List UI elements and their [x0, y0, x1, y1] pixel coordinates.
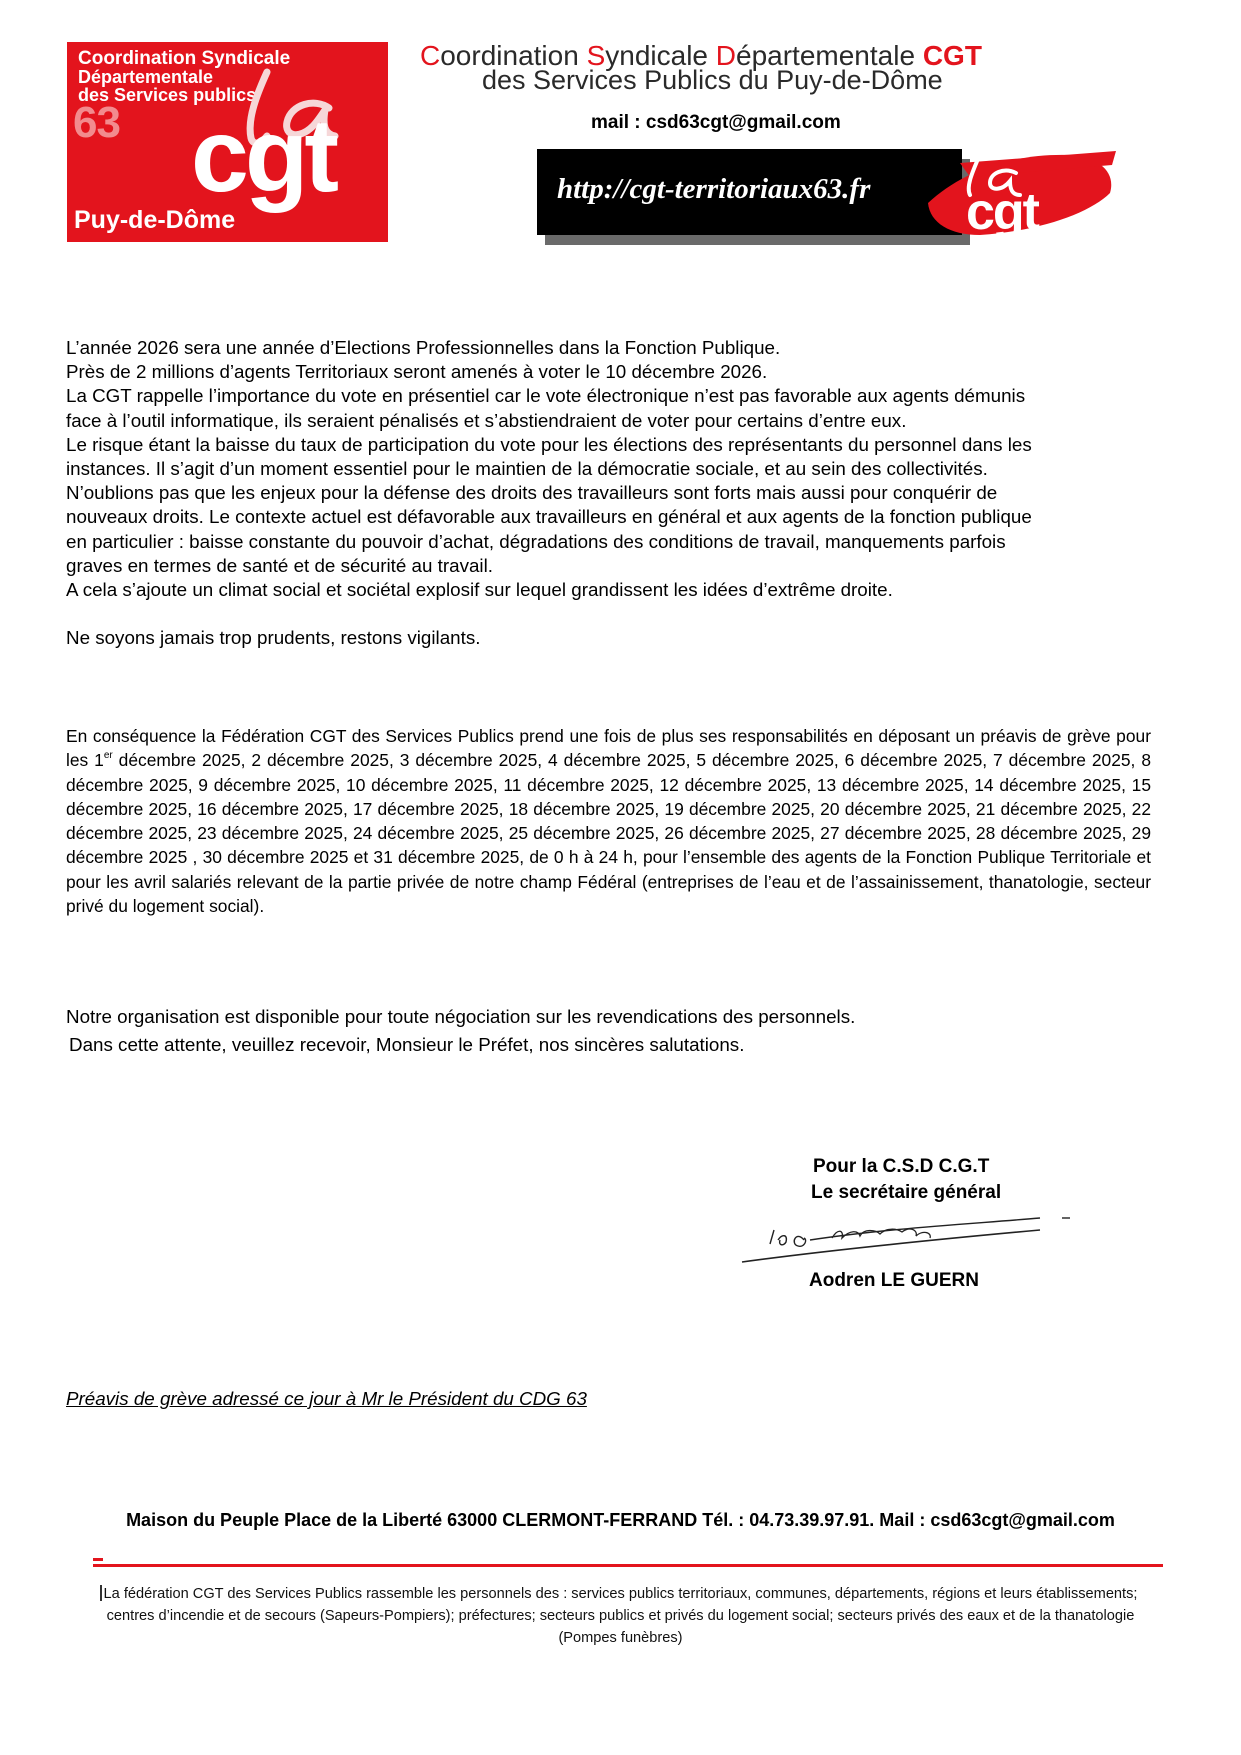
federation-description — [0, 1583, 1241, 1649]
logo-cgt-wordmark: cgt — [191, 98, 335, 214]
banner-cgt-logo — [920, 143, 1120, 241]
intro-line: A cela s’ajoute un climat social et sociétal explosif sur lequel grandissent les idées d’extrême droite. — [66, 579, 893, 601]
intro-line: en particulier : baisse constante du pouvoir d’achat, dégradations des conditions de travail, manquements parfois — [66, 530, 1006, 552]
federation-line-3: (Pompes funèbres) — [558, 1630, 683, 1646]
preavis-note: Préavis de grève adressé ce jour à Mr le Président du CDG 63 — [66, 1388, 587, 1409]
intro-line: L’année 2026 sera une année d’Elections Professionnelles dans la Fonction Publique. — [66, 337, 781, 358]
intro-line: nouveaux droits. Le contexte actuel est défavorable aux travailleurs en général et aux agents de la fonction publique — [66, 506, 1032, 528]
logo-line-3: des Services publics — [78, 85, 257, 105]
signatory-role — [811, 1154, 1001, 1206]
handwritten-signature — [740, 1200, 1080, 1270]
intro-line: Près de 2 millions d’agents Territoriaux seront amenés à voter le 10 décembre 2026. — [66, 361, 768, 383]
letter-intro — [66, 336, 1156, 650]
banner-cgt-wordmark: cgt — [966, 183, 1038, 241]
intro-line: N’oublions pas que les enjeux pour la défense des droits des travailleurs sont forts mais aussi pour conquérir de — [66, 482, 998, 504]
logo-line-2: Départementale — [78, 67, 214, 87]
csd63-cgt-logo — [67, 42, 388, 242]
footer-divider — [93, 1564, 1163, 1567]
vigilance-line: Ne soyons jamais trop prudents, restons vigilants. — [66, 627, 481, 649]
signatory-role-line-1: Pour la C.S.D C.G.T — [813, 1156, 990, 1177]
logo-place: Puy-de-Dôme — [74, 206, 236, 234]
closing-line-2: Dans cette attente, veuillez recevoir, Monsieur le Préfet, nos sincères salutations. — [69, 1034, 745, 1055]
logo-line-1: Coordination Syndicale — [78, 48, 291, 69]
website-banner — [537, 149, 962, 235]
intro-line: Le risque étant la baisse du taux de participation du vote pour les élections des représentants du personnel dans les — [66, 433, 1032, 455]
footer-address: Maison du Peuple Place de la Liberté 63000 CLERMONT-FERRAND Tél. : 04.73.39.97.91. Mail : csd63cgt@gmail.com — [126, 1510, 1115, 1530]
strike-notice-paragraph: En conséquence la Fédération CGT des Services Publics prend une fois de plus ses responsabilités en déposant un préavis de grève pour les 1er décembre 2025, 2 décembre 2025, 3 décembre 2025, 4 décembre 2025, 5 décembre 2025, 6 décembre 2025, 7 décembre 2025, 8 décembre 2025, 9 décembre 2025, 10 décembre 2025, 11 décembre 2025, 12 décembre 2025, 13 décembre 2025, 14 décembre 2025, 15 décembre 2025, 16 décembre 2025, 17 décembre 2025, 18 décembre 2025, 19 décembre 2025, 20 décembre 2025, 21 décembre 2025, 22 décembre 2025, 23 décembre 2025, 24 décembre 2025, 25 décembre 2025, 26 décembre 2025, 27 décembre 2025, 28 décembre 2025, 29 décembre 2025 , 30 décembre 2025 et 31 décembre 2025, de 0 h à 24 h, pour l’ensemble des agents de la Fonction Publique Territoriale et pour les avril salariés relevant de la partie privée de notre champ Fédéral (entreprises de l’eau et de l’assainissement, thanatologie, secteur privé du logement social). — [66, 726, 1151, 917]
header-mail: mail : csd63cgt@gmail.com — [591, 112, 841, 133]
intro-line: La CGT rappelle l’importance du vote en présentiel car le vote électronique n’est pas favorable aux agents démunis — [66, 385, 1026, 407]
closing-line-1: Notre organisation est disponible pour toute négociation sur les revendications des personnels. — [66, 1006, 856, 1027]
website-url: http://cgt-territoriaux63.fr — [557, 173, 871, 205]
intro-line: graves en termes de santé et de sécurité au travail. — [66, 554, 493, 576]
federation-line-1: La fédération CGT des Services Publics rassemble les personnels des : services publics territoriaux, communes, départements, régions et leurs établissements; — [103, 1586, 1138, 1602]
footer-divider-stub — [93, 1558, 103, 1561]
signatory-name: Aodren LE GUERN — [809, 1270, 979, 1291]
signatory-role-line-2: Le secrétaire général — [811, 1182, 1002, 1203]
intro-line: face à l’outil informatique, ils seraient pénalisés et s’abstiendraient de voter pour certains d’entre eux. — [66, 409, 907, 431]
logo-department-number: 63 — [73, 98, 120, 147]
federation-line-2: centres d’incendie et de secours (Sapeurs-Pompiers); préfectures; secteurs publics et privés du logement social; secteurs privés des eaux et de la thanatologie — [106, 1608, 1135, 1624]
intro-line: instances. Il s’agit d’un moment essentiel pour le maintien de la démocratie sociale, et au sein des collectivités. — [66, 458, 988, 480]
organization-title: Coordination Syndicale Départementale CGT — [420, 40, 982, 71]
organization-subtitle: des Services Publics du Puy-de-Dôme — [482, 65, 943, 95]
letter-closing — [66, 1003, 855, 1059]
